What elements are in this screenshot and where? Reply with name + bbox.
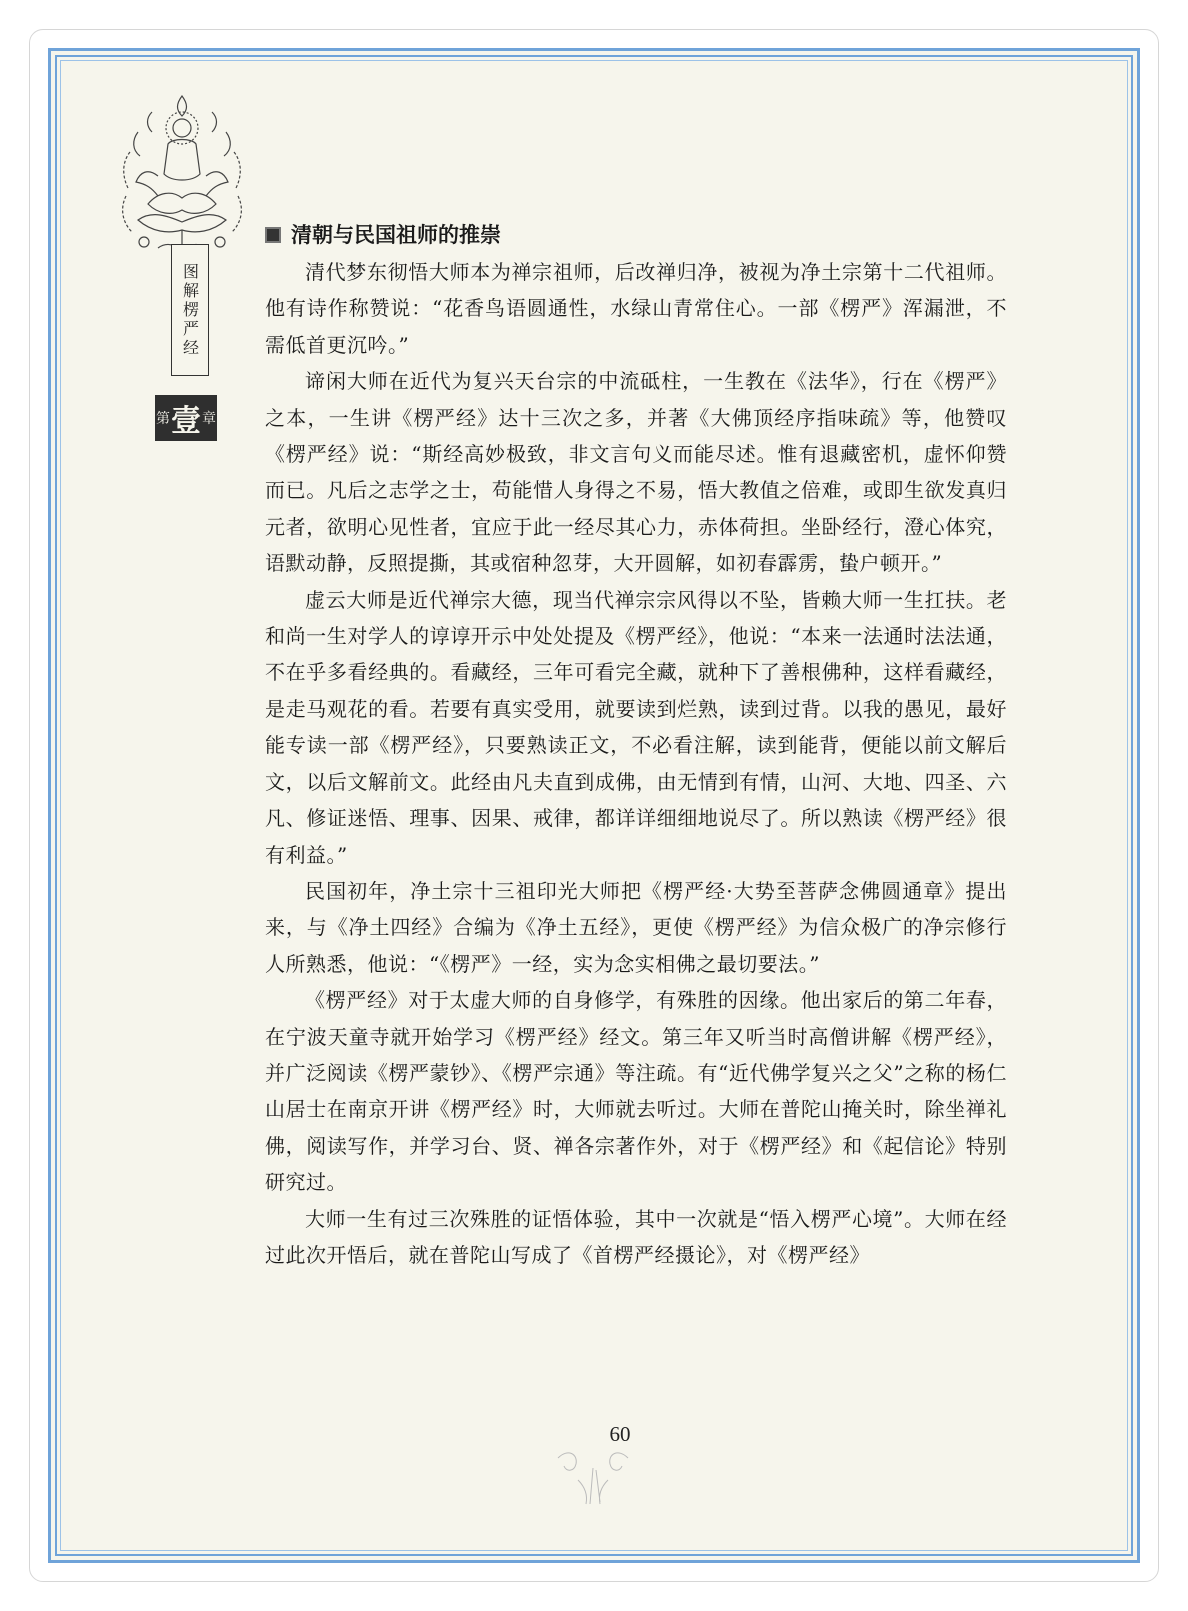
book-title: 图解楞严经: [180, 262, 200, 358]
chapter-suffix: 章: [202, 411, 216, 427]
paragraph: 大师一生有过三次殊胜的证悟体验，其中一次就是“悟入楞严心境”。大师在经过此次开悟后，就在普陀山写成了《首楞严经摄论》，对《楞严经》: [265, 1206, 1007, 1267]
section-heading: [265, 218, 1007, 252]
page-number: 60: [609, 1422, 631, 1446]
paragraph: 民国初年，净土宗十三祖印光大师把《楞严经·大势至菩萨念佛圆通章》提出来，与《净土四经》合编为《净土五经》，更使《楞严经》为信众极广的净宗修行人所熟悉，他说：“《楞严》一经，实为念实相佛之最切要法。”: [265, 878, 1007, 976]
book-title-tab: [171, 244, 209, 376]
paragraph: 《楞严经》对于太虚大师的自身修学，有殊胜的因缘。他出家后的第二年春，在宁波天童寺就开始学习《楞严经》经文。第三年又听当时高僧讲解《楞严经》，并广泛阅读《楞严蒙钞》、《楞严宗通》等注疏。有“近代佛学复兴之父”之称的杨仁山居士在南京开讲《楞严经》时，大师就去听过。大师在普陀山掩关时，除坐禅礼佛，阅读写作，并学习台、贤、禅各宗著作外，对于《楞严经》和《起信论》特别研究过。: [265, 988, 1007, 1195]
paragraph: 谛闲大师在近代为复兴天台宗的中流砥柱，一生教在《法华》，行在《楞严》之本，一生讲《楞严经》达十三次之多，并著《大佛顶经序指味疏》等，他赞叹《楞严经》说：“斯经高妙极致，非文言句义而能尽述。惟有退藏密机，虚怀仰赞而已。凡后之志学之士，苟能惜人身得之不易，悟大教值之倍难，或即生欲发真归元者，欲明心见性者，宜应于此一经尽其心力，赤体荷担。坐卧经行，澄心体究，语默动静，反照提撕，其或宿种忽芽，大开圆解，如初春霹雳，蛰户顿开。”: [265, 369, 1007, 576]
main-content: [265, 218, 1007, 1273]
paragraph: 虚云大师是近代禅宗大德，现当代禅宗宗风得以不坠，皆赖大师一生扛扶。老和尚一生对学人的谆谆开示中处处提及《楞严经》，他说：“本来一法通时法法通，不在乎多看经典的。看藏经，三年可看完全藏，就种下了善根佛种，这样看藏经，是走马观花的看。若要有真实受用，就要读到烂熟，读到过背。以我的愚见，最好能专读一部《楞严经》，只要熟读正文，不必看注解，读到能背，便能以前文解后文，以后文解前文。此经由凡夫直到成佛，由无情到有情，山河、大地、四圣、六凡、修证迷悟、理事、因果、戒律，都详详细细地说尽了。所以熟读《楞严经》很有利益。”: [265, 587, 1007, 867]
heading-square-icon: [265, 227, 281, 243]
chapter-number: 壹: [171, 404, 201, 439]
paragraph: 清代梦东彻悟大师本为禅宗祖师，后改禅归净，被视为净土宗第十二代祖师。他有诗作称赞说：“花香鸟语圆通性，水绿山青常住心。一部《楞严》浑漏泄，不需低首更沉吟。”: [265, 260, 1007, 357]
chapter-prefix: 第: [156, 411, 170, 427]
section-title: 清朝与民国祖师的推崇: [291, 223, 501, 247]
chapter-badge: [155, 395, 217, 441]
